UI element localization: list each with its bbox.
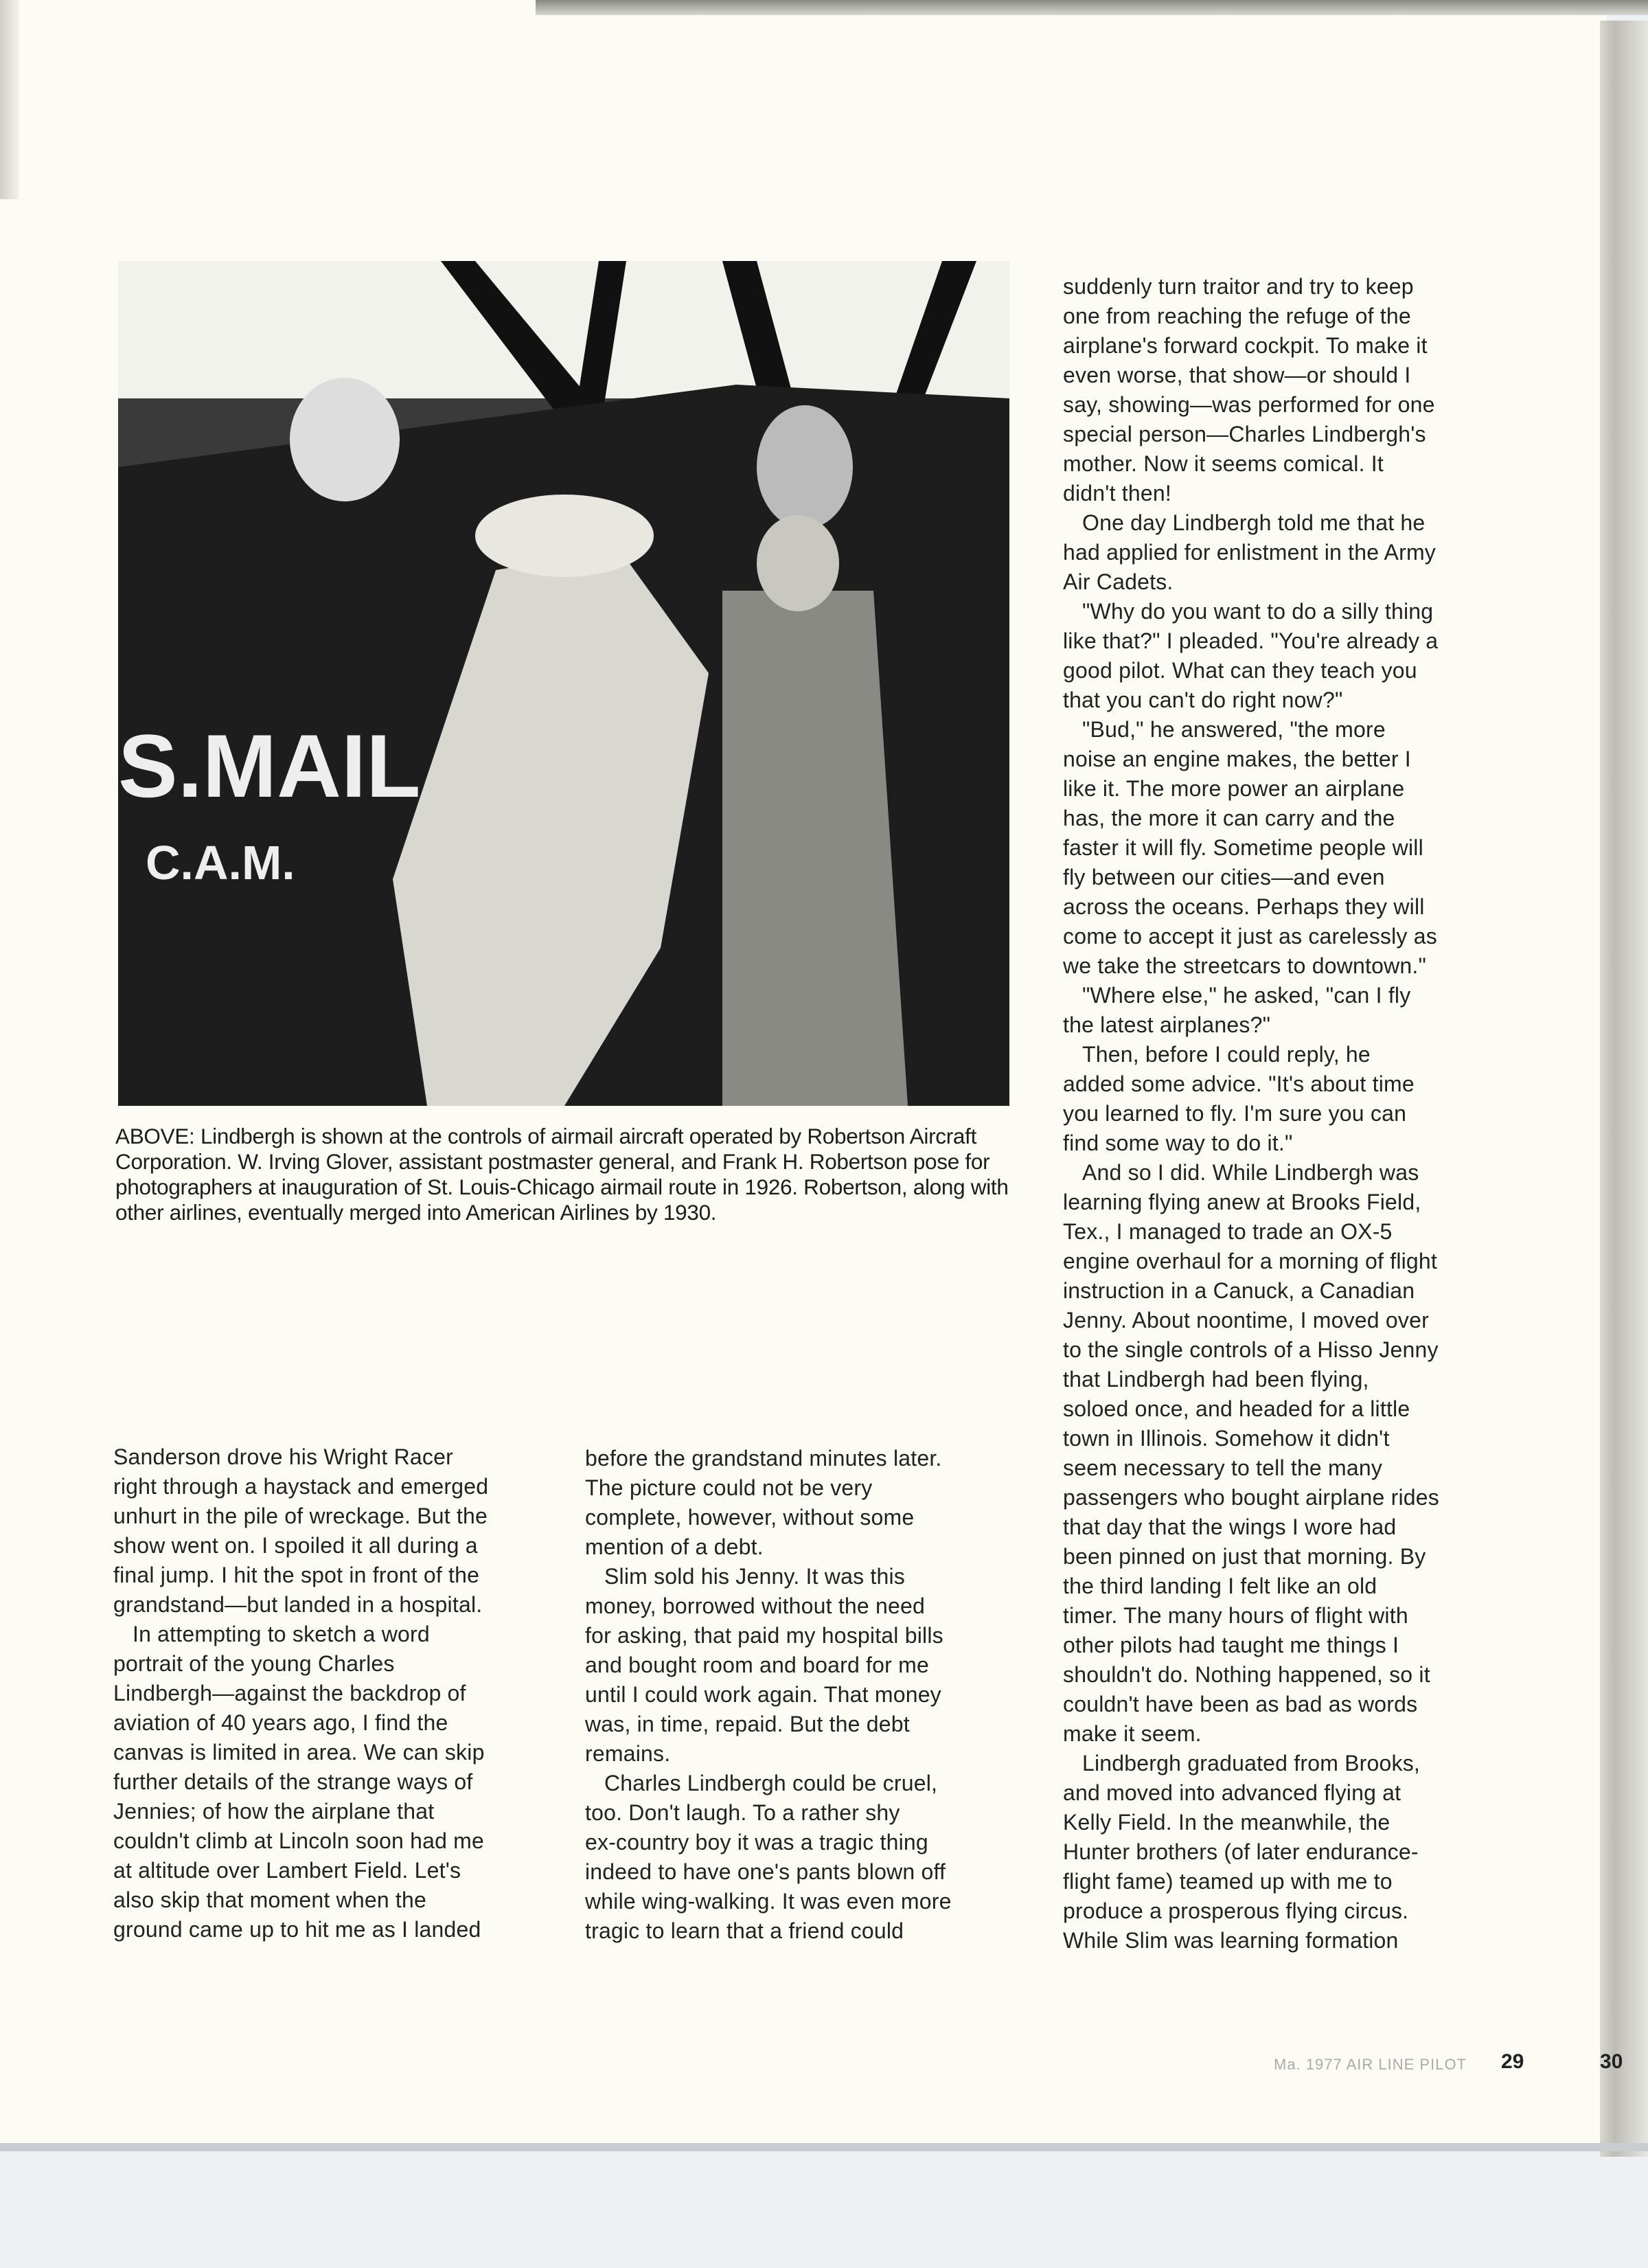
article-line: even worse, that show—or should I	[1063, 363, 1411, 387]
article-line: Air Cadets.	[1063, 569, 1174, 594]
article-line: noise an engine makes, the better I	[1063, 747, 1411, 771]
article-line: special person—Charles Lindbergh's	[1063, 422, 1426, 446]
article-line: ground came up to hit me as I landed	[113, 1917, 481, 1942]
article-line: that you can't do right now?"	[1063, 688, 1343, 712]
article-line: remains.	[585, 1741, 671, 1766]
article-line: and moved into advanced flying at	[1063, 1780, 1401, 1805]
photo-lettering-mail: S.MAIL	[118, 716, 421, 816]
article-line: and bought room and board for me	[585, 1653, 929, 1677]
article-line: had applied for enlistment in the Army	[1063, 540, 1437, 565]
article-line: money, borrowed without the need	[585, 1594, 925, 1618]
page-edge-right	[1600, 21, 1648, 2157]
article-line: like that?" I pleaded. "You're already a	[1063, 628, 1439, 653]
article-column-right	[1063, 272, 1439, 1955]
article-line: has, the more it can carry and the	[1063, 806, 1395, 830]
page-edge-bottom	[0, 2143, 1648, 2151]
article-line: further details of the strange ways of	[113, 1769, 473, 1794]
article-line: passengers who bought airplane rides	[1063, 1485, 1439, 1510]
article-line: "Where else," he asked, "can I fly	[1082, 983, 1411, 1008]
article-line: been pinned on just that morning. By	[1063, 1544, 1426, 1569]
page-number-right: 30	[1600, 2050, 1623, 2073]
article-line: make it seem.	[1063, 1721, 1202, 1746]
article-column-middle	[585, 1444, 952, 1946]
article-line: one from reaching the refuge of the	[1063, 304, 1411, 328]
article-line: mother. Now it seems comical. It	[1063, 451, 1384, 476]
article-line: added some advice. "It's about time	[1063, 1071, 1415, 1096]
article-line: at altitude over Lambert Field. Let's	[113, 1858, 461, 1883]
article-line: other pilots had taught me things I	[1063, 1633, 1399, 1657]
article-line: Jenny. About noontime, I moved over	[1063, 1308, 1429, 1333]
article-line: until I could work again. That money	[585, 1682, 941, 1707]
article-line: couldn't climb at Lincoln soon had me	[113, 1828, 485, 1853]
article-line: like it. The more power an airplane	[1063, 776, 1405, 801]
article-line: timer. The many hours of flight with	[1063, 1603, 1408, 1628]
article-line: good pilot. What can they teach you	[1063, 658, 1417, 683]
article-line: "Bud," he answered, "the more	[1082, 717, 1386, 742]
article-line: to the single controls of a Hisso Jenny	[1063, 1337, 1439, 1362]
photo-caption: ABOVE: Lindbergh is shown at the controls of airmail aircraft operated by Robertson Aircraft Corporation. W. Irving Glover, assistant postmaster general, and Frank H. Robertson pose for photographers at inauguration of St. Louis-Chicago airmail route in 1926. Robertson, along with other airlines, eventually merged into American Airlines by 1930.	[115, 1124, 1009, 1225]
article-line: too. Don't laugh. To a rather shy	[585, 1800, 900, 1825]
article-line: Slim sold his Jenny. It was this	[604, 1564, 905, 1589]
article-line: ex-country boy it was a tragic thing	[585, 1830, 928, 1855]
historical-photo-airmail-plane	[118, 261, 1009, 1106]
article-line: flight fame) teamed up with me to	[1063, 1869, 1393, 1894]
article-line: While Slim was learning formation	[1063, 1928, 1399, 1953]
article-line: Kelly Field. In the meanwhile, the	[1063, 1810, 1390, 1835]
article-column-left	[113, 1442, 488, 1944]
article-line: say, showing—was performed for one	[1063, 392, 1435, 417]
article-line: the latest airplanes?"	[1063, 1012, 1271, 1037]
article-line: indeed to have one's pants blown off	[585, 1859, 946, 1884]
article-line: right through a haystack and emerged	[113, 1474, 489, 1499]
article-line: across the oceans. Perhaps they will	[1063, 894, 1425, 919]
article-line: shouldn't do. Nothing happened, so it	[1063, 1662, 1430, 1687]
article-line: Charles Lindbergh could be cruel,	[604, 1771, 938, 1795]
article-line: Jennies; of how the airplane that	[113, 1799, 435, 1824]
article-line: aviation of 40 years ago, I find the	[113, 1710, 448, 1735]
photo-lettering-cam: C.A.M.	[146, 836, 295, 889]
article-line: Hunter brothers (of later endurance-	[1063, 1839, 1419, 1864]
article-line: One day Lindbergh told me that he	[1082, 510, 1426, 535]
article-line: Sanderson drove his Wright Racer	[113, 1444, 453, 1469]
article-line: mention of a debt.	[585, 1534, 764, 1559]
article-line: didn't then!	[1063, 481, 1171, 506]
article-line: unhurt in the pile of wreckage. But the	[113, 1504, 488, 1528]
article-line: canvas is limited in area. We can skip	[113, 1740, 485, 1765]
article-line: And so I did. While Lindbergh was	[1082, 1160, 1419, 1185]
article-line: seem necessary to tell the many	[1063, 1455, 1383, 1480]
page-number-left: 29	[1501, 2050, 1524, 2073]
article-line: final jump. I hit the spot in front of the	[113, 1563, 480, 1587]
article-line: faster it will fly. Sometime people will	[1063, 835, 1423, 860]
article-line: that Lindbergh had been flying,	[1063, 1367, 1369, 1392]
article-line: town in Illinois. Somehow it didn't	[1063, 1426, 1390, 1451]
article-line: couldn't have been as bad as words	[1063, 1692, 1418, 1716]
article-line: before the grandstand minutes later.	[585, 1446, 942, 1471]
page-edge-top	[536, 0, 1648, 15]
article-line: for asking, that paid my hospital bills	[585, 1623, 943, 1648]
article-line: Then, before I could reply, he	[1082, 1042, 1371, 1067]
article-line: learning flying anew at Brooks Field,	[1063, 1190, 1421, 1214]
article-line: portrait of the young Charles	[113, 1651, 395, 1676]
page-edge-left	[0, 0, 19, 199]
article-line: airplane's forward cockpit. To make it	[1063, 333, 1428, 358]
article-line: fly between our cities—and even	[1063, 865, 1385, 889]
article-line: produce a prosperous flying circus.	[1063, 1898, 1409, 1923]
footer-publication: Ma. 1977 AIR LINE PILOT	[1274, 2056, 1467, 2073]
article-line: "Why do you want to do a silly thing	[1082, 599, 1434, 624]
article-line: The picture could not be very	[585, 1475, 873, 1500]
article-line: Tex., I managed to trade an OX-5	[1063, 1219, 1393, 1244]
article-line: engine overhaul for a morning of flight	[1063, 1249, 1438, 1273]
article-line: that day that the wings I wore had	[1063, 1515, 1397, 1539]
article-line: was, in time, repaid. But the debt	[585, 1712, 910, 1736]
photo-illustration	[118, 261, 1009, 1106]
article-line: In attempting to sketch a word	[133, 1622, 430, 1646]
article-line: grandstand—but landed in a hospital.	[113, 1592, 483, 1617]
article-line: we take the streetcars to downtown."	[1063, 953, 1427, 978]
article-line: show went on. I spoiled it all during a	[113, 1533, 478, 1558]
article-line: come to accept it just as carelessly as	[1063, 924, 1437, 949]
article-line: tragic to learn that a friend could	[585, 1918, 904, 1943]
article-line: Lindbergh—against the backdrop of	[113, 1681, 466, 1705]
article-line: find some way to do it."	[1063, 1131, 1293, 1155]
article-line: also skip that moment when the	[113, 1887, 427, 1912]
article-line: you learned to fly. I'm sure you can	[1063, 1101, 1407, 1126]
article-line: while wing-walking. It was even more	[585, 1889, 952, 1914]
article-line: complete, however, without some	[585, 1505, 915, 1530]
article-line: Lindbergh graduated from Brooks,	[1082, 1751, 1421, 1776]
article-line: suddenly turn traitor and try to keep	[1063, 274, 1414, 299]
article-line: the third landing I felt like an old	[1063, 1574, 1377, 1598]
article-line: soloed once, and headed for a little	[1063, 1396, 1410, 1421]
article-line: instruction in a Canuck, a Canadian	[1063, 1278, 1415, 1303]
